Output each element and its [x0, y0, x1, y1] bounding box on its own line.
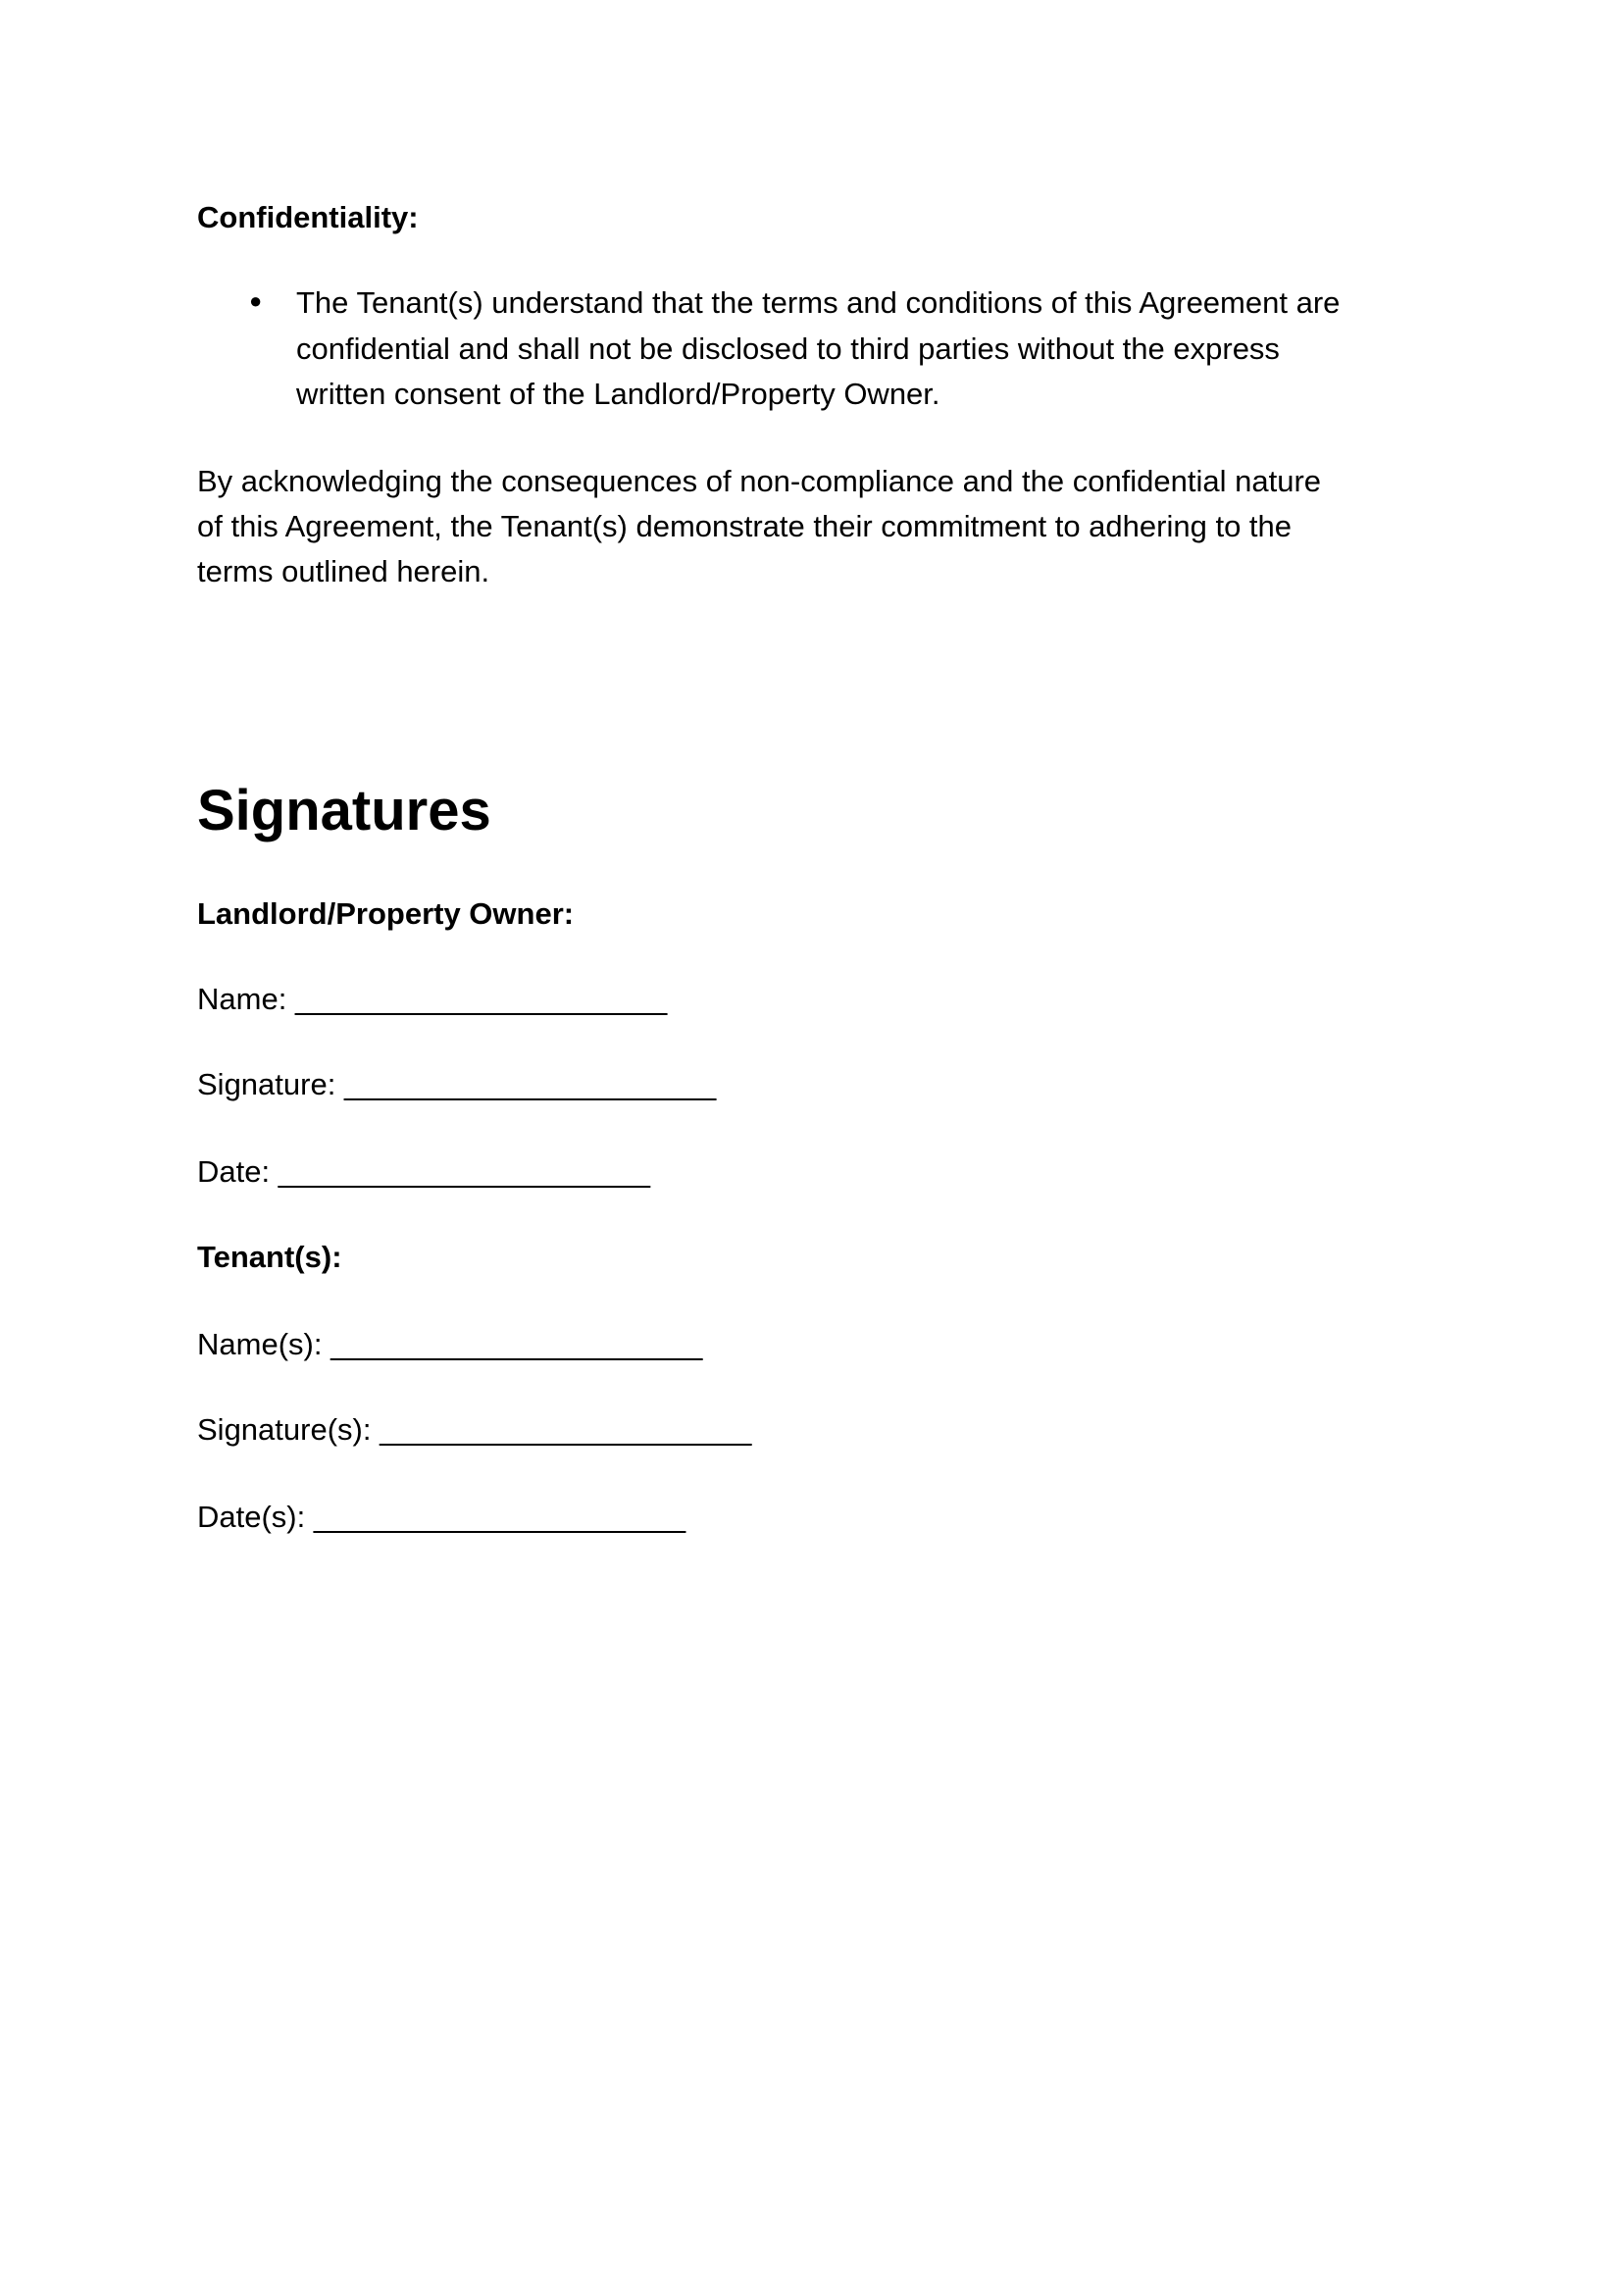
- field-label: Name(s):: [197, 1327, 323, 1361]
- bullet-icon: ●: [249, 288, 263, 313]
- paragraph-line: of this Agreement, the Tenant(s) demonstrate their commitment to adhering to the: [197, 509, 1293, 543]
- signature-blank-line[interactable]: ______________________: [330, 1327, 703, 1361]
- bullet-line: written consent of the Landlord/Property Owner.: [296, 377, 940, 411]
- landlord-date-field[interactable]: [197, 1154, 650, 1190]
- signatures-heading: Signatures: [197, 779, 491, 842]
- confidentiality-heading: Confidentiality:: [197, 200, 419, 234]
- field-label: Signature:: [197, 1067, 336, 1101]
- signature-blank-line[interactable]: ______________________: [380, 1412, 752, 1447]
- signature-blank-line[interactable]: ______________________: [294, 982, 668, 1016]
- field-label: Signature(s):: [197, 1412, 372, 1447]
- tenant-dates-field[interactable]: [197, 1500, 685, 1535]
- signature-blank-line[interactable]: ______________________: [278, 1154, 651, 1189]
- signature-blank-line[interactable]: ______________________: [313, 1500, 686, 1534]
- bullet-line: confidential and shall not be disclosed to third parties without the express: [296, 331, 1280, 366]
- tenant-names-field[interactable]: [197, 1327, 702, 1362]
- bullet-line: The Tenant(s) understand that the terms and conditions of this Agreement are: [296, 285, 1341, 320]
- bullet-text: [296, 280, 1453, 418]
- tenants-heading: Tenant(s):: [197, 1240, 342, 1274]
- landlord-name-field[interactable]: [197, 982, 667, 1017]
- paragraph-line: terms outlined herein.: [197, 554, 490, 588]
- landlord-signature-field[interactable]: [197, 1067, 716, 1102]
- field-label: Date(s):: [197, 1500, 306, 1534]
- signature-blank-line[interactable]: ______________________: [343, 1067, 717, 1101]
- tenant-signatures-field[interactable]: [197, 1412, 751, 1448]
- landlord-heading: Landlord/Property Owner:: [197, 896, 575, 931]
- closing-paragraph: [197, 459, 1433, 594]
- field-label: Name:: [197, 982, 287, 1016]
- field-label: Date:: [197, 1154, 271, 1189]
- paragraph-line: By acknowledging the consequences of non-compliance and the confidential nature: [197, 464, 1322, 498]
